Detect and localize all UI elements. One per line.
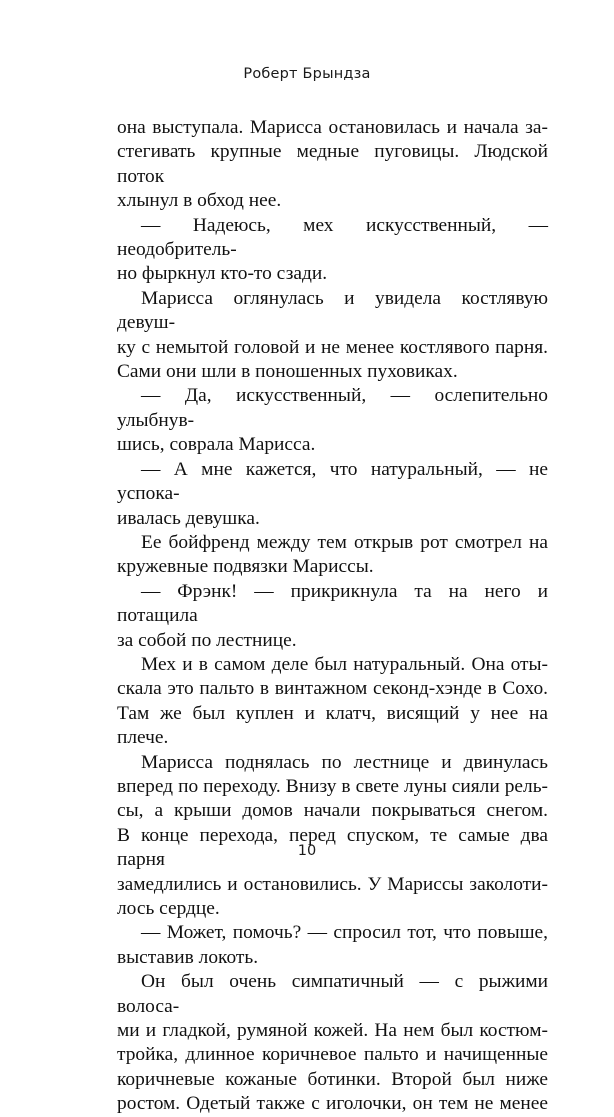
text-line: — А мне кажется, что натуральный, — не успока- [117,458,548,505]
text-line: коричневые кожаные ботинки. Второй был ниже [117,1068,548,1090]
page-number: 10 [297,843,317,859]
text-line: тройка, длинное коричневое пальто и начищенные [117,1044,548,1066]
text-line: кружевные подвязки Мариссы. [117,556,374,578]
text-line: Он был очень симпатичный — с рыжими волоса- [117,971,548,1017]
text-line: лось сердце. [117,898,220,919]
text-line: — Да, искусственный, — ослепительно улыбнув- [117,385,548,431]
text-line: выставив локоть. [117,946,259,968]
text-line: Мех и в самом деле был натуральный. Она оты- [141,653,548,675]
text-line: Марисса поднялась по лестнице и двинулась [141,751,548,773]
text-line: за собой по лестнице. [117,629,297,651]
text-line: но фыркнул кто-то сзади. [117,263,328,285]
text-line: вперед по переходу. Внизу в свете луны сияли рель- [117,775,548,797]
body-text [117,116,548,1117]
text-line: — Может, помочь? — спросил тот, что повыше, [141,922,548,944]
text-line: замедлились и остановились. У Мариссы заколоти- [117,873,548,895]
text-line: шись, соврала Марисса. [117,434,316,456]
text-line: Ее бойфренд между тем открыв рот смотрел на [141,531,548,553]
text-line: скала это пальто в винтажном секонд-хэнде в Сохо. [117,678,548,700]
text-line: ми и гладкой, румяной кожей. На нем был костюм- [117,1020,548,1042]
text-line: ивалась девушка. [117,507,260,529]
text-line: стегивать крупные медные пуговицы. Людской поток [117,141,548,187]
text-line: сы, а крыши домов начали покрываться снегом. [117,800,548,822]
text-line: — Фрэнк! — прикрикнула та на него и потащила [117,580,548,627]
text-line: Марисса оглянулась и увидела костлявую девуш- [117,287,548,334]
text-line: ку с немытой головой и не менее костлявого парня. [117,336,548,358]
text-line: ростом. Одетый также с иголочки, он тем не менее [117,1093,548,1115]
text-line: Сами они шли в поношенных пуховиках. [117,361,458,383]
text-line: В конце перехода, перед спуском, те самые два парня [117,824,548,871]
text-line: — Надеюсь, мех искусственный, — неодобритель- [117,214,548,261]
running-title: Роберт Брындза [243,66,371,82]
text-line: Там же был куплен и клатч, висящий у нее на плече. [117,702,548,749]
text-line: она выступала. Марисса остановилась и начала за- [117,117,548,138]
text-line: хлынул в обход нее. [117,190,282,212]
